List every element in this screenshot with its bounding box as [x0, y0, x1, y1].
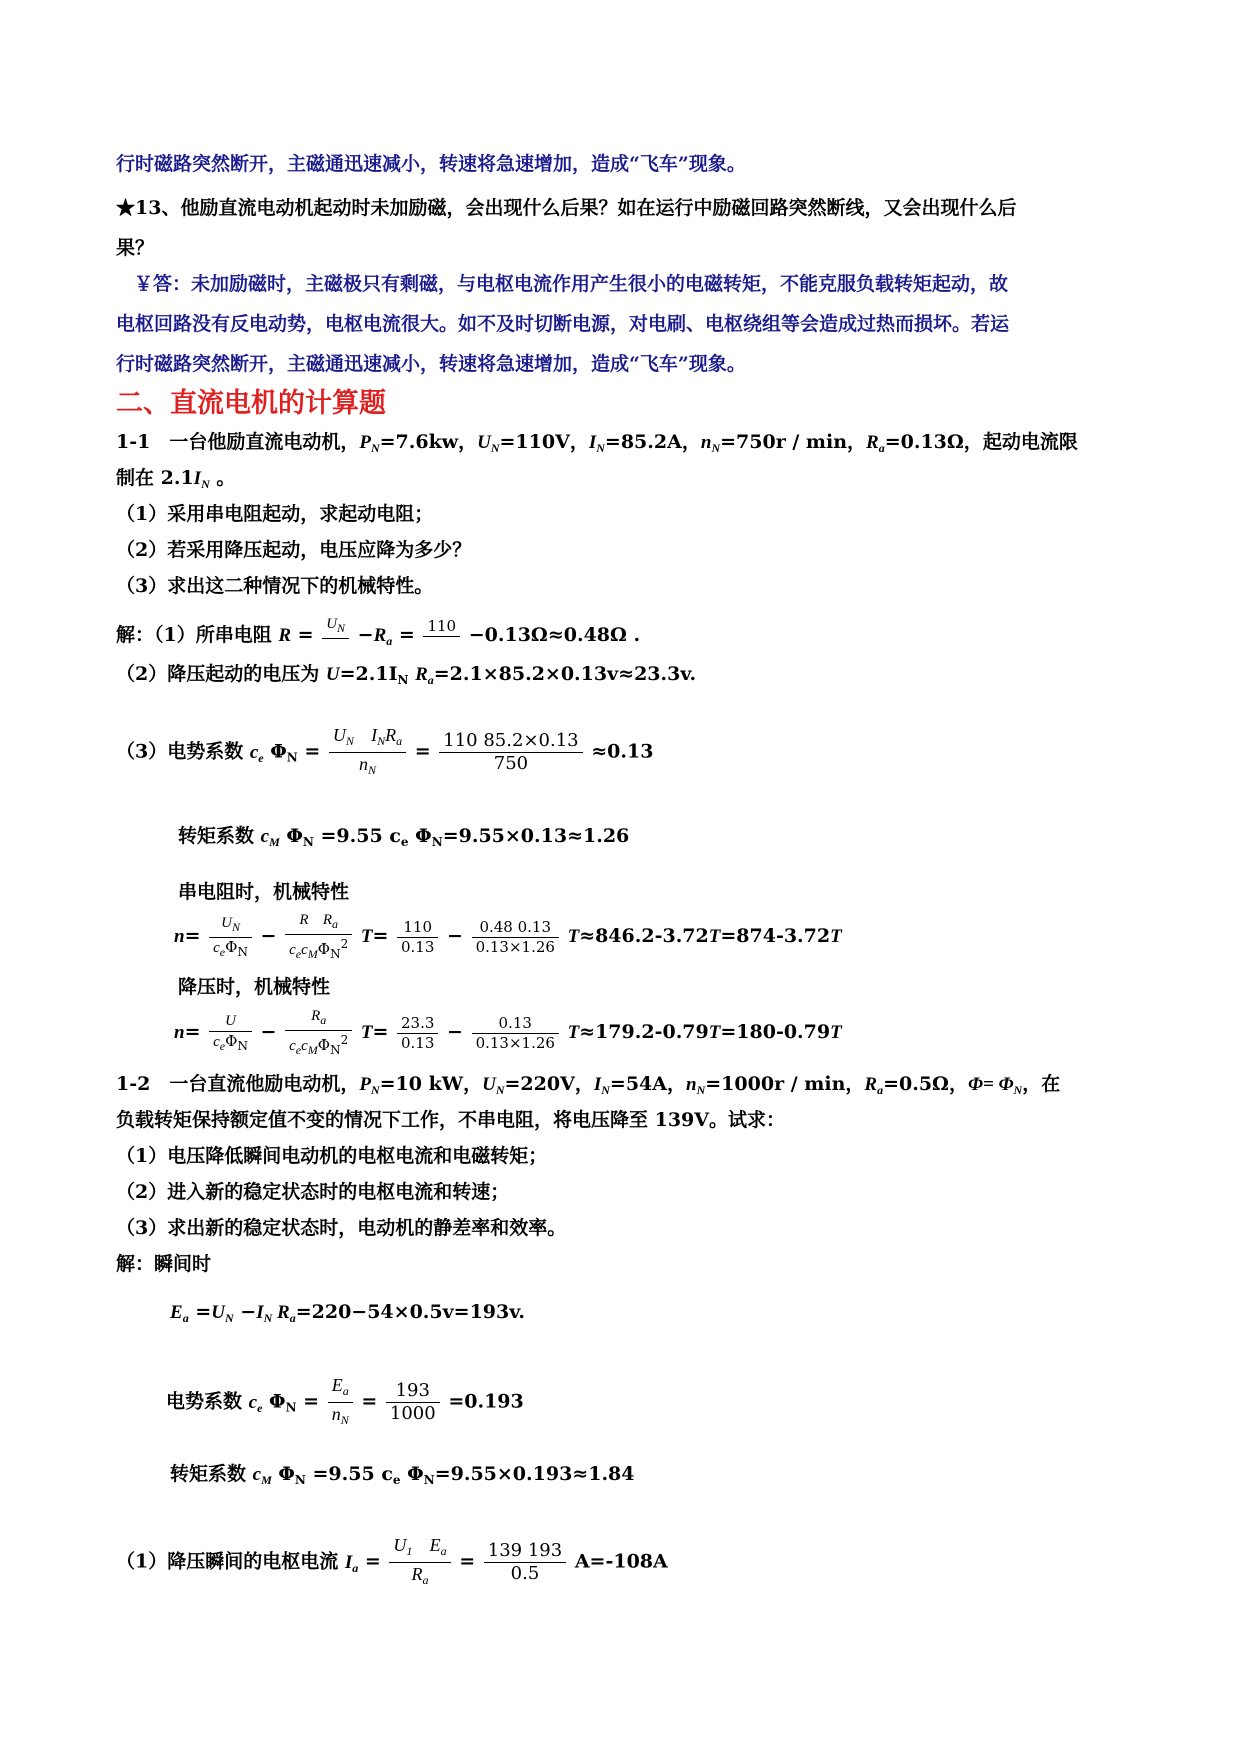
- answer-13-line2: 电枢回路没有反电动势，电枢电流很大。如不及时切断电源，对电刷、电枢绕组等会造成过热而损坏。若运: [116, 313, 1010, 335]
- torque-coefficient-2: 转矩系数 $c_M$ $\Phi_N =9.55$ $c_e$ $\Phi_N=9.55\times 0.193\approx 1.84$: [170, 1463, 635, 1487]
- problem-1-2-item3: （3）求出新的稳定状态时，电动机的静差率和效率。: [116, 1217, 567, 1239]
- armature-emf-equation: $E_a =U_N -I_N$ $R_a=220-54\times 0.5v=193v$.: [170, 1301, 525, 1325]
- fraction: $\frac{E_a}{n_N}$: [328, 1374, 353, 1431]
- question-13-line2: 果？: [116, 237, 155, 259]
- question-13-line1: ★13、他励直流电动机起动时未加励磁，会出现什么后果？如在运行中励磁回路突然断线，又会出现什么后: [116, 197, 1017, 219]
- fraction: $\frac{0.48 0.13}{0.13\times 1.26}$: [472, 918, 559, 957]
- fraction: $U_N$: [322, 614, 349, 658]
- series-resistance-heading: 串电阻时，机械特性: [178, 881, 350, 903]
- fraction: $\frac{U_N I_NR_a}{n_N}$: [329, 724, 406, 781]
- fraction: $\frac{0.13}{0.13\times 1.26}$: [472, 1014, 559, 1053]
- solution-1-1-part2: （2）降压起动的电压为 $U=2.1I_N$ $R_a=2.1\times 85.2\times 0.13v\approx 23.3v$.: [116, 663, 697, 687]
- problem-1-1-item2: （2）若采用降压起动，电压应降为多少？: [116, 539, 472, 561]
- fraction: $\frac{R_a}{c_ec_M\Phi_N^2}$: [285, 1006, 352, 1060]
- fraction: $\frac{U_1 E_a}{R_a}$: [389, 1534, 450, 1591]
- solution-1-1-part1: 解：（1）所串电阻 R = $U_N$ $-R_a$ = 110 −0.13Ω≈0.48Ω .: [116, 614, 640, 658]
- fraction: $\frac{139 193}{0.5}$: [484, 1540, 566, 1585]
- mechanical-characteristic-2: n= $\frac{U}{c_e\Phi_N}$ − $\frac{R_a}{c_ec_M\Phi_N^2}$ T= $\frac{23.3}{0.13}$ − $\frac{0.13}{0.13\times 1.26}$ T≈179.2-0.79T=180-0.79T: [174, 1006, 842, 1060]
- answer-continuation: 行时磁路突然断开，主磁通迅速减小，转速将急速增加，造成“飞车”现象。: [116, 153, 746, 175]
- reduced-voltage-heading: 降压时，机械特性: [178, 976, 331, 998]
- fraction: $\frac{U_N}{c_e\Phi_N}$: [209, 913, 252, 962]
- fraction: 110: [423, 617, 460, 656]
- solution-1-1-part3: （3）电势系数 $c_e$ $\Phi_N$ = $\frac{U_N I_NR_a}{n_N}$ = $\frac{110 85.2\times 0.13}{750}$ ≈0.13: [116, 724, 653, 781]
- solution-1-2-part1: （1）降压瞬间的电枢电流 $I_a$ = $\frac{U_1 E_a}{R_a}$ = $\frac{139 193}{0.5}$ A=-108A: [116, 1534, 668, 1591]
- fraction: $\frac{193}{1000}$: [386, 1380, 440, 1425]
- problem-1-2-item2: （2）进入新的稳定状态时的电枢电流和转速；: [116, 1181, 510, 1203]
- problem-1-1-item1: （1）采用串电阻起动，求起动电阻；: [116, 503, 434, 525]
- fraction: $\frac{R R_a}{c_ec_M\Phi_N^2}$: [285, 910, 352, 964]
- problem-1-1-line2: 制在 $2.1I_N$ 。: [116, 467, 236, 491]
- fraction: $\frac{U}{c_e\Phi_N}$: [209, 1011, 252, 1056]
- mechanical-characteristic-1: n= $\frac{U_N}{c_e\Phi_N}$ − $\frac{R R_a}{c_ec_M\Phi_N^2}$ T= $\frac{110}{0.13}$ − $\frac{0.48 0.13}{0.13\times 1.26}$ T≈846.2-3.72T=874-3.72T: [174, 910, 842, 964]
- answer-13-line1: ￥答：未加励磁时，主磁极只有剩磁，与电枢电流作用产生很小的电磁转矩，不能克服负载转矩起动，故: [134, 273, 1009, 295]
- problem-1-2-line1: 1-2 一台直流他励电动机，$P_N=10$ kW，$U_N=220V$，$I_N=54A$，$n_N=1000r / \min$，$R_a=0.5\Omega$，$\Phi= \Phi_N$，在: [116, 1073, 1061, 1097]
- problem-1-1-line1: 1-1 一台他励直流电动机，$P_N=7.6kw$，$U_N=110V$，$I_N=85.2A$，$n_N=750r / \min$，$R_a=0.13\Omega$，起动电流限: [116, 431, 1078, 455]
- fraction: $\frac{110}{0.13}$: [397, 918, 438, 957]
- problem-1-2-item1: （1）电压降低瞬间电动机的电枢电流和电磁转矩；: [116, 1145, 548, 1167]
- fraction: $\frac{110 85.2\times 0.13}{750}$: [439, 730, 582, 775]
- problem-1-2-line2: 负载转矩保持额定值不变的情况下工作，不串电阻，将电压降至 139V。试求：: [116, 1109, 786, 1131]
- fraction: $\frac{23.3}{0.13}$: [397, 1014, 438, 1053]
- torque-coefficient-1: 转矩系数 $c_M$ $\Phi_N =9.55$ $c_e$ $\Phi_N=9.55\times 0.13\approx 1.26$: [178, 825, 630, 849]
- section-heading: 二、直流电机的计算题: [116, 388, 386, 419]
- answer-13-line3: 行时磁路突然断开，主磁通迅速减小，转速将急速增加，造成“飞车”现象。: [116, 353, 746, 375]
- problem-1-1-item3: （3）求出这二种情况下的机械特性。: [116, 575, 434, 597]
- emf-coefficient-2: 电势系数 $c_e$ $\Phi_N$ = $\frac{E_a}{n_N}$ = $\frac{193}{1000}$ =0.193: [166, 1374, 524, 1431]
- solution-1-2-heading: 解：瞬间时: [116, 1253, 212, 1275]
